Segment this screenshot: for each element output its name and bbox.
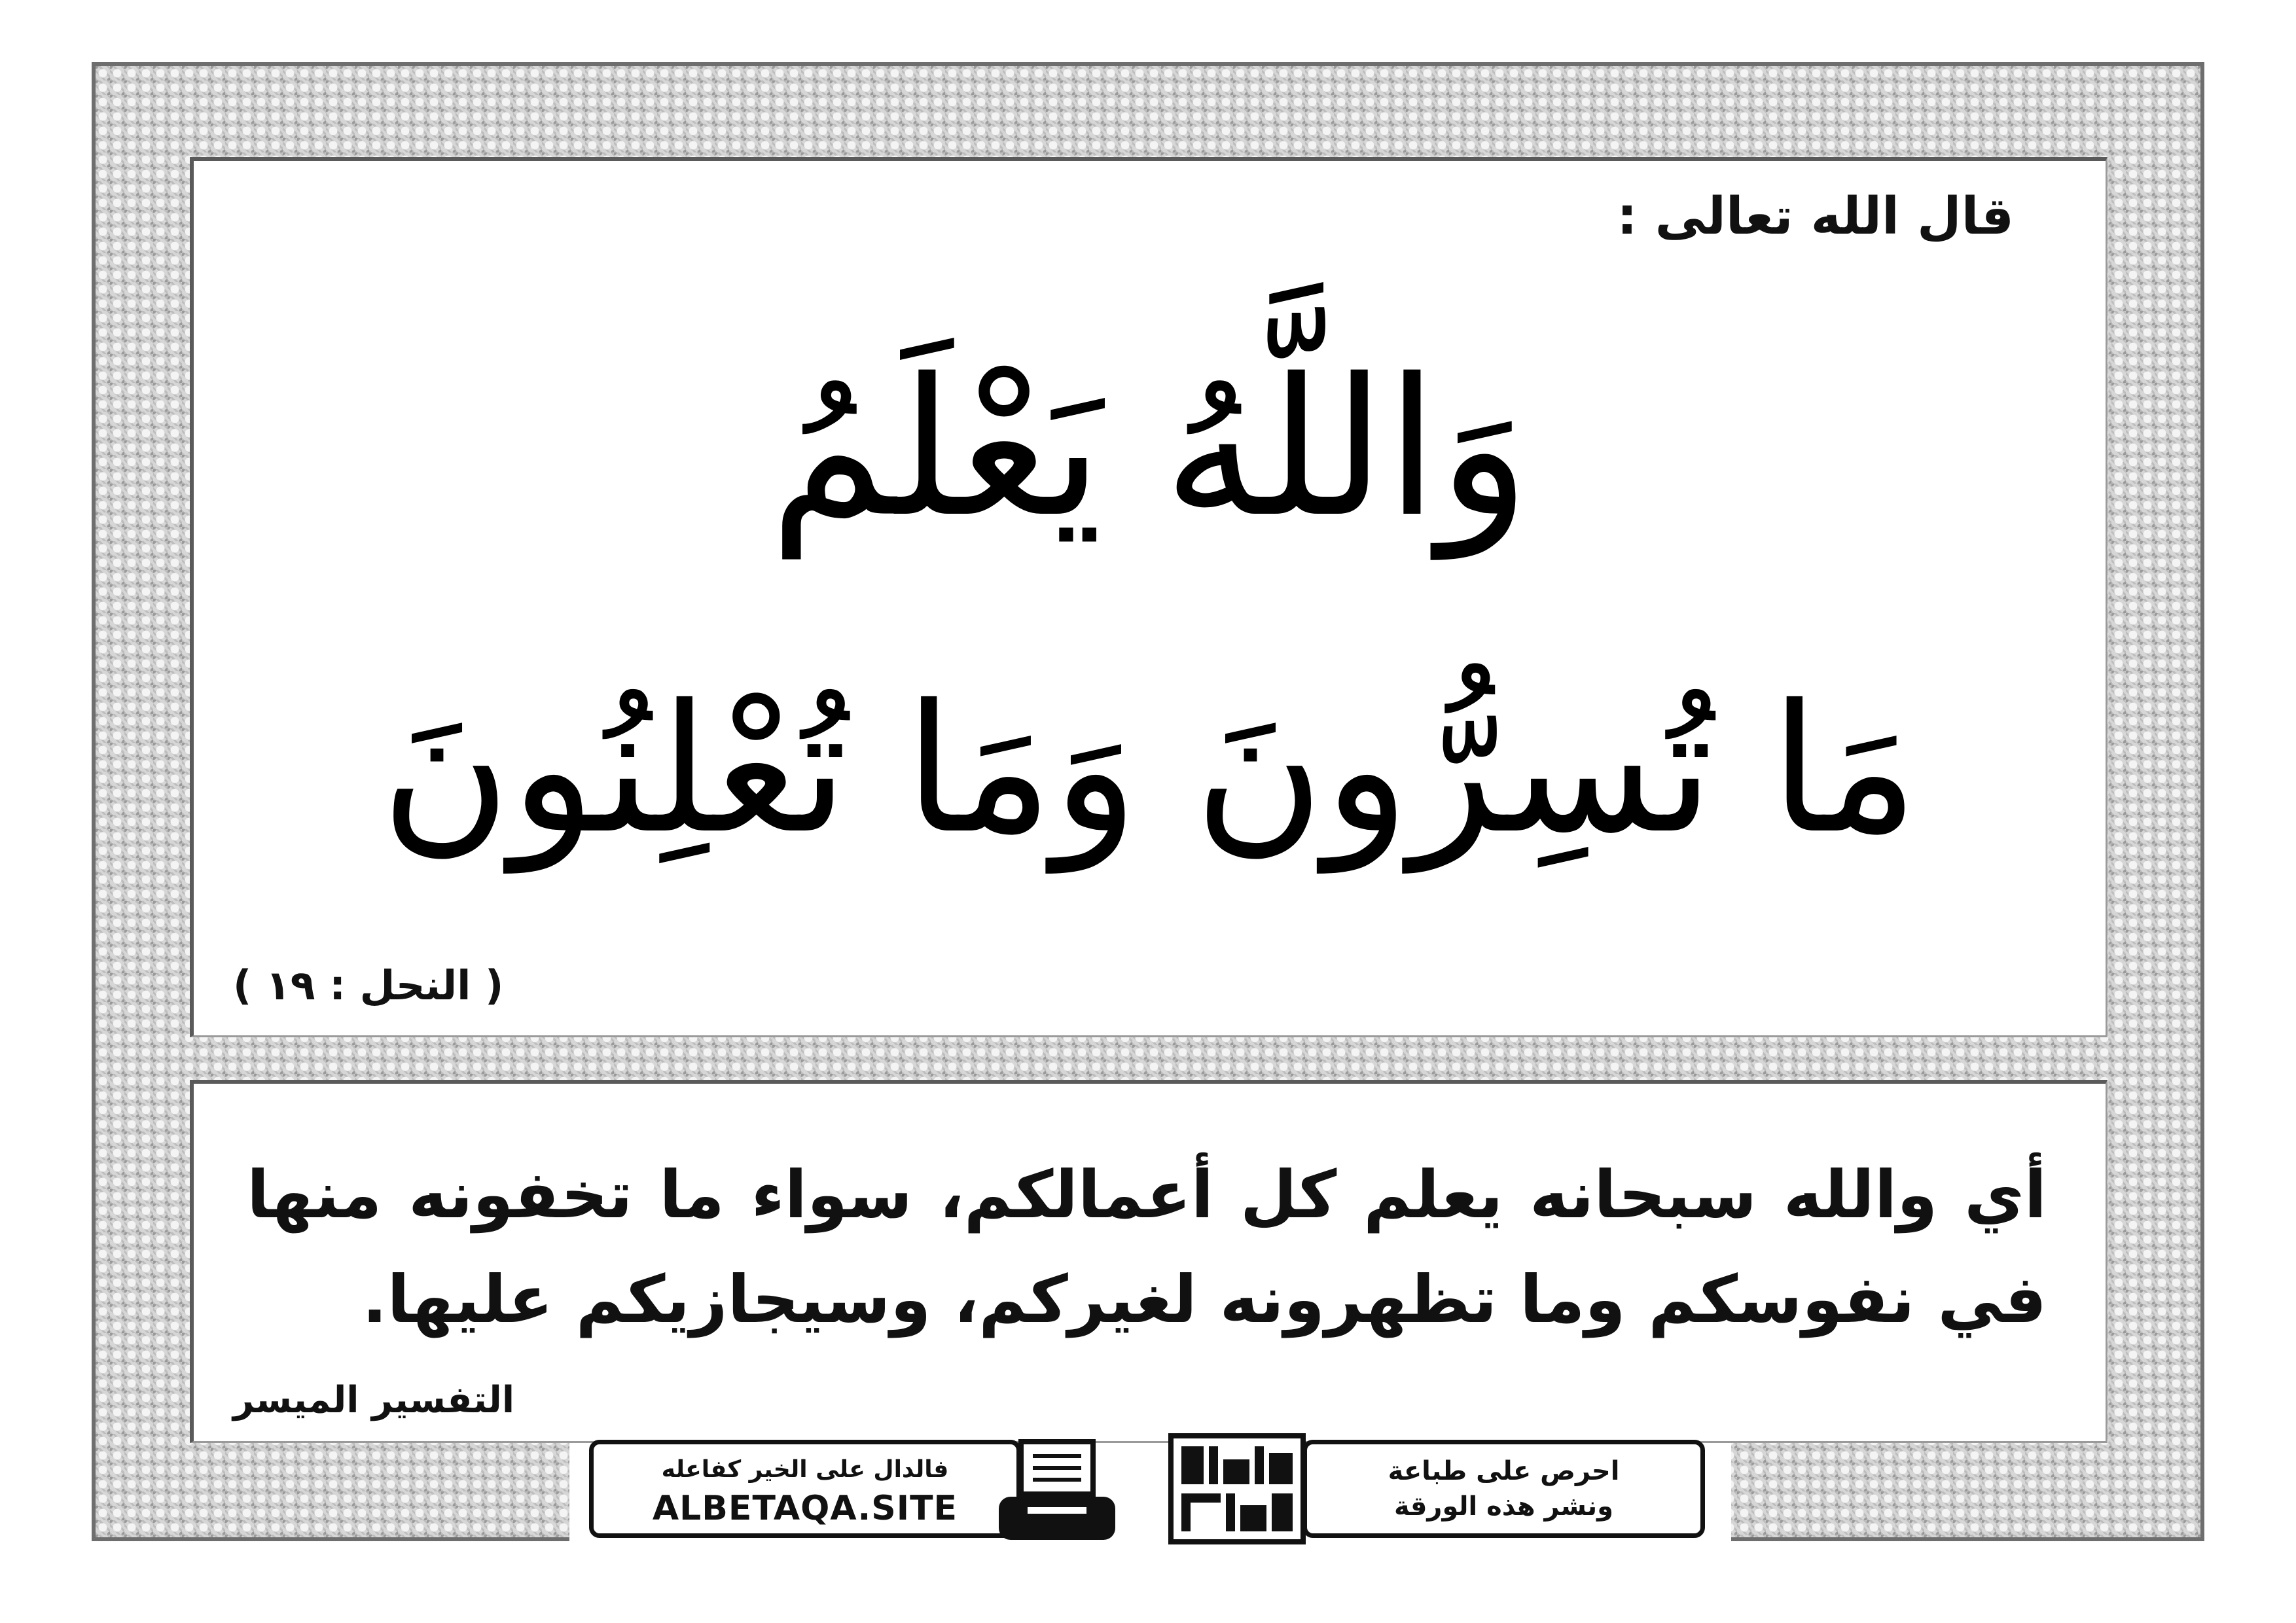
verse-line-2: مَا تُسِرُّونَ وَمَا تُعْلِنُونَ bbox=[380, 666, 1919, 872]
tafsir-source: التفسير الميسر bbox=[233, 1379, 515, 1421]
site-tagline: فالدال على الخير كفاعله bbox=[661, 1456, 949, 1483]
print-line-2: ونشر هذه الورقة bbox=[1393, 1491, 1614, 1522]
print-line-1: احرص على طباعة bbox=[1388, 1456, 1620, 1486]
tafsir-panel bbox=[190, 1080, 2108, 1443]
verse-line-1: وَاللَّهُ يَعْلَمُ bbox=[769, 338, 1530, 559]
site-box bbox=[589, 1440, 1021, 1538]
tafsir-text: أي والله سبحانه يعلم كل أعمالكم، سواء ما تخفونه منها في نفوسكم وما تظهرونه لغيركم، وسيجازيكم عليها. bbox=[247, 1156, 2047, 1338]
brand-logo bbox=[1168, 1433, 1306, 1544]
verse-intro: قال الله تعالى : bbox=[1617, 187, 2014, 246]
site-url: ALBETAQA.SITE bbox=[652, 1489, 958, 1528]
print-box bbox=[1302, 1440, 1705, 1538]
brand-logo-mark bbox=[1168, 1433, 1306, 1544]
verse-panel bbox=[190, 157, 2108, 1037]
surah-reference: ( النحل : ١٩ ) bbox=[233, 961, 504, 1009]
printer-icon bbox=[995, 1436, 1119, 1544]
